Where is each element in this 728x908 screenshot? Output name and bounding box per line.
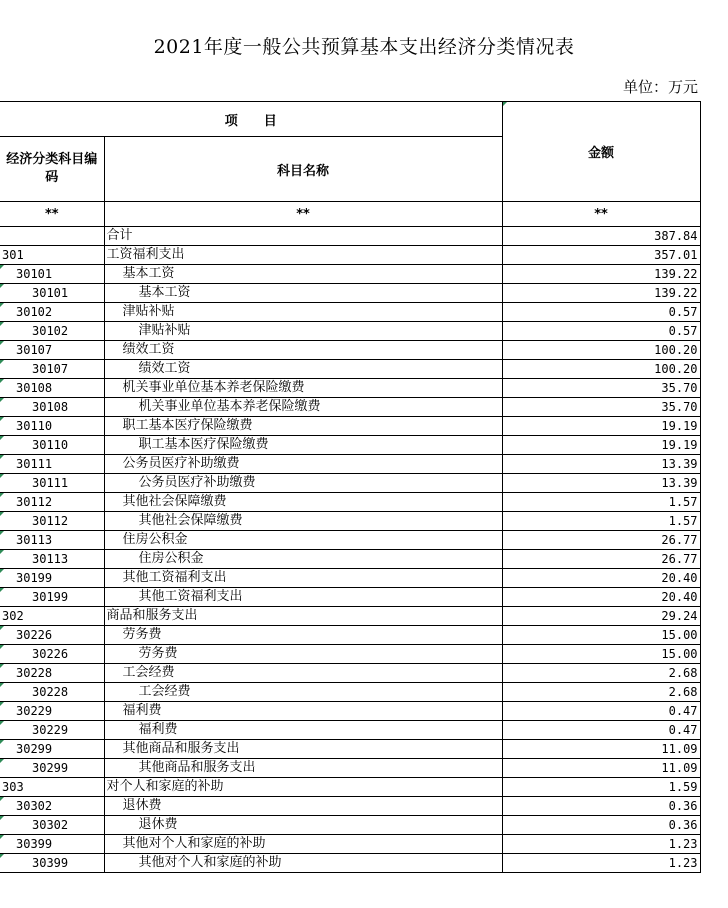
- name-cell: 职工基本医疗保险缴费: [104, 436, 502, 455]
- table-body: [0, 227, 700, 873]
- code-cell: 30302: [0, 816, 104, 835]
- table-row: [0, 588, 700, 607]
- name-cell: 津贴补贴: [104, 322, 502, 341]
- code-cell: [0, 227, 104, 246]
- name-cell: 基本工资: [104, 284, 502, 303]
- amount-cell: 20.40: [502, 569, 700, 588]
- code-cell: 30228: [0, 664, 104, 683]
- amount-cell: 0.36: [502, 816, 700, 835]
- amount-cell: 139.22: [502, 284, 700, 303]
- table-row: [0, 816, 700, 835]
- table-row: [0, 759, 700, 778]
- amount-cell: 357.01: [502, 246, 700, 265]
- code-cell: 30110: [0, 417, 104, 436]
- code-star: **: [0, 202, 104, 227]
- name-cell: 其他对个人和家庭的补助: [104, 854, 502, 873]
- name-cell: 其他工资福利支出: [104, 569, 502, 588]
- amount-cell: 2.68: [502, 683, 700, 702]
- code-cell: 30113: [0, 531, 104, 550]
- code-cell: 303: [0, 778, 104, 797]
- code-cell: 30229: [0, 721, 104, 740]
- amount-cell: 0.57: [502, 322, 700, 341]
- table-row: [0, 721, 700, 740]
- code-cell: 30102: [0, 322, 104, 341]
- table-row: [0, 607, 700, 626]
- amount-cell: 1.59: [502, 778, 700, 797]
- name-cell: 其他工资福利支出: [104, 588, 502, 607]
- amount-header: 金额: [502, 102, 700, 202]
- code-header: 经济分类科目编码: [0, 137, 104, 202]
- table-row: [0, 512, 700, 531]
- name-cell: 其他商品和服务支出: [104, 759, 502, 778]
- name-header: 科目名称: [104, 137, 502, 202]
- table-row: [0, 835, 700, 854]
- amount-cell: 100.20: [502, 360, 700, 379]
- name-cell: 对个人和家庭的补助: [104, 778, 502, 797]
- table-row: [0, 322, 700, 341]
- name-cell: 住房公积金: [104, 531, 502, 550]
- amount-cell: 1.57: [502, 512, 700, 531]
- amount-cell: 11.09: [502, 740, 700, 759]
- table-row: [0, 569, 700, 588]
- table-row: [0, 797, 700, 816]
- code-cell: 30102: [0, 303, 104, 322]
- table-row: [0, 474, 700, 493]
- table-row: [0, 683, 700, 702]
- table-row: [0, 341, 700, 360]
- table-row: [0, 550, 700, 569]
- code-cell: 30399: [0, 854, 104, 873]
- amount-star: **: [502, 202, 700, 227]
- amount-cell: 19.19: [502, 436, 700, 455]
- amount-cell: 1.23: [502, 835, 700, 854]
- code-cell: 30199: [0, 569, 104, 588]
- code-cell: 30108: [0, 379, 104, 398]
- table-row: [0, 531, 700, 550]
- amount-cell: 387.84: [502, 227, 700, 246]
- table-row: [0, 398, 700, 417]
- name-cell: 工会经费: [104, 683, 502, 702]
- name-cell: 退休费: [104, 816, 502, 835]
- amount-cell: 26.77: [502, 531, 700, 550]
- amount-cell: 100.20: [502, 341, 700, 360]
- table-row: [0, 303, 700, 322]
- name-cell: 绩效工资: [104, 360, 502, 379]
- unit-label: 单位：万元: [622, 78, 698, 96]
- name-cell: 其他对个人和家庭的补助: [104, 835, 502, 854]
- amount-cell: 1.23: [502, 854, 700, 873]
- name-cell: 公务员医疗补助缴费: [104, 474, 502, 493]
- name-cell: 退休费: [104, 797, 502, 816]
- code-cell: 30110: [0, 436, 104, 455]
- code-cell: 30226: [0, 645, 104, 664]
- table-row: [0, 645, 700, 664]
- item-header: 项 目: [0, 102, 502, 137]
- code-cell: 30299: [0, 740, 104, 759]
- code-cell: 30302: [0, 797, 104, 816]
- code-cell: 30112: [0, 512, 104, 531]
- code-cell: 30108: [0, 398, 104, 417]
- name-cell: 劳务费: [104, 645, 502, 664]
- name-cell: 津贴补贴: [104, 303, 502, 322]
- table-row: [0, 626, 700, 645]
- amount-cell: 11.09: [502, 759, 700, 778]
- name-cell: 其他商品和服务支出: [104, 740, 502, 759]
- table-row: [0, 778, 700, 797]
- name-cell: 职工基本医疗保险缴费: [104, 417, 502, 436]
- amount-cell: 139.22: [502, 265, 700, 284]
- amount-cell: 15.00: [502, 645, 700, 664]
- code-cell: 30226: [0, 626, 104, 645]
- code-cell: 30111: [0, 474, 104, 493]
- name-cell: 其他社会保障缴费: [104, 493, 502, 512]
- table-row: [0, 854, 700, 873]
- amount-cell: 0.57: [502, 303, 700, 322]
- code-cell: 30229: [0, 702, 104, 721]
- name-cell: 商品和服务支出: [104, 607, 502, 626]
- name-cell: 福利费: [104, 702, 502, 721]
- code-cell: 30112: [0, 493, 104, 512]
- amount-cell: 1.57: [502, 493, 700, 512]
- table-row: [0, 493, 700, 512]
- name-cell: 机关事业单位基本养老保险缴费: [104, 379, 502, 398]
- name-cell: 福利费: [104, 721, 502, 740]
- name-cell: 基本工资: [104, 265, 502, 284]
- table-row: [0, 265, 700, 284]
- amount-cell: 29.24: [502, 607, 700, 626]
- table-row: [0, 702, 700, 721]
- code-cell: 30101: [0, 265, 104, 284]
- code-cell: 30199: [0, 588, 104, 607]
- amount-cell: 20.40: [502, 588, 700, 607]
- code-cell: 302: [0, 607, 104, 626]
- name-cell: 绩效工资: [104, 341, 502, 360]
- amount-cell: 26.77: [502, 550, 700, 569]
- name-cell: 公务员医疗补助缴费: [104, 455, 502, 474]
- name-star: **: [104, 202, 502, 227]
- table-row: [0, 436, 700, 455]
- expenditure-table: [0, 101, 701, 873]
- name-cell: 工会经费: [104, 664, 502, 683]
- table-row: [0, 664, 700, 683]
- amount-cell: 0.47: [502, 721, 700, 740]
- name-cell: 其他社会保障缴费: [104, 512, 502, 531]
- page-title: 2021年度一般公共预算基本支出经济分类情况表: [153, 36, 575, 58]
- code-cell: 30107: [0, 360, 104, 379]
- code-cell: 30299: [0, 759, 104, 778]
- amount-cell: 19.19: [502, 417, 700, 436]
- code-cell: 30101: [0, 284, 104, 303]
- code-cell: 30228: [0, 683, 104, 702]
- code-cell: 301: [0, 246, 104, 265]
- table-row: [0, 227, 700, 246]
- table-row: [0, 284, 700, 303]
- amount-cell: 15.00: [502, 626, 700, 645]
- amount-cell: 13.39: [502, 474, 700, 493]
- amount-cell: 2.68: [502, 664, 700, 683]
- name-cell: 工资福利支出: [104, 246, 502, 265]
- name-cell: 住房公积金: [104, 550, 502, 569]
- amount-cell: 0.36: [502, 797, 700, 816]
- table-row: [0, 379, 700, 398]
- table-row: [0, 455, 700, 474]
- code-cell: 30107: [0, 341, 104, 360]
- name-cell: 合计: [104, 227, 502, 246]
- code-cell: 30111: [0, 455, 104, 474]
- table-row: [0, 360, 700, 379]
- code-cell: 30113: [0, 550, 104, 569]
- code-cell: 30399: [0, 835, 104, 854]
- amount-cell: 35.70: [502, 379, 700, 398]
- amount-cell: 13.39: [502, 455, 700, 474]
- name-cell: 机关事业单位基本养老保险缴费: [104, 398, 502, 417]
- table-row: [0, 246, 700, 265]
- table-row: [0, 417, 700, 436]
- amount-cell: 35.70: [502, 398, 700, 417]
- name-cell: 劳务费: [104, 626, 502, 645]
- amount-cell: 0.47: [502, 702, 700, 721]
- table-row: [0, 740, 700, 759]
